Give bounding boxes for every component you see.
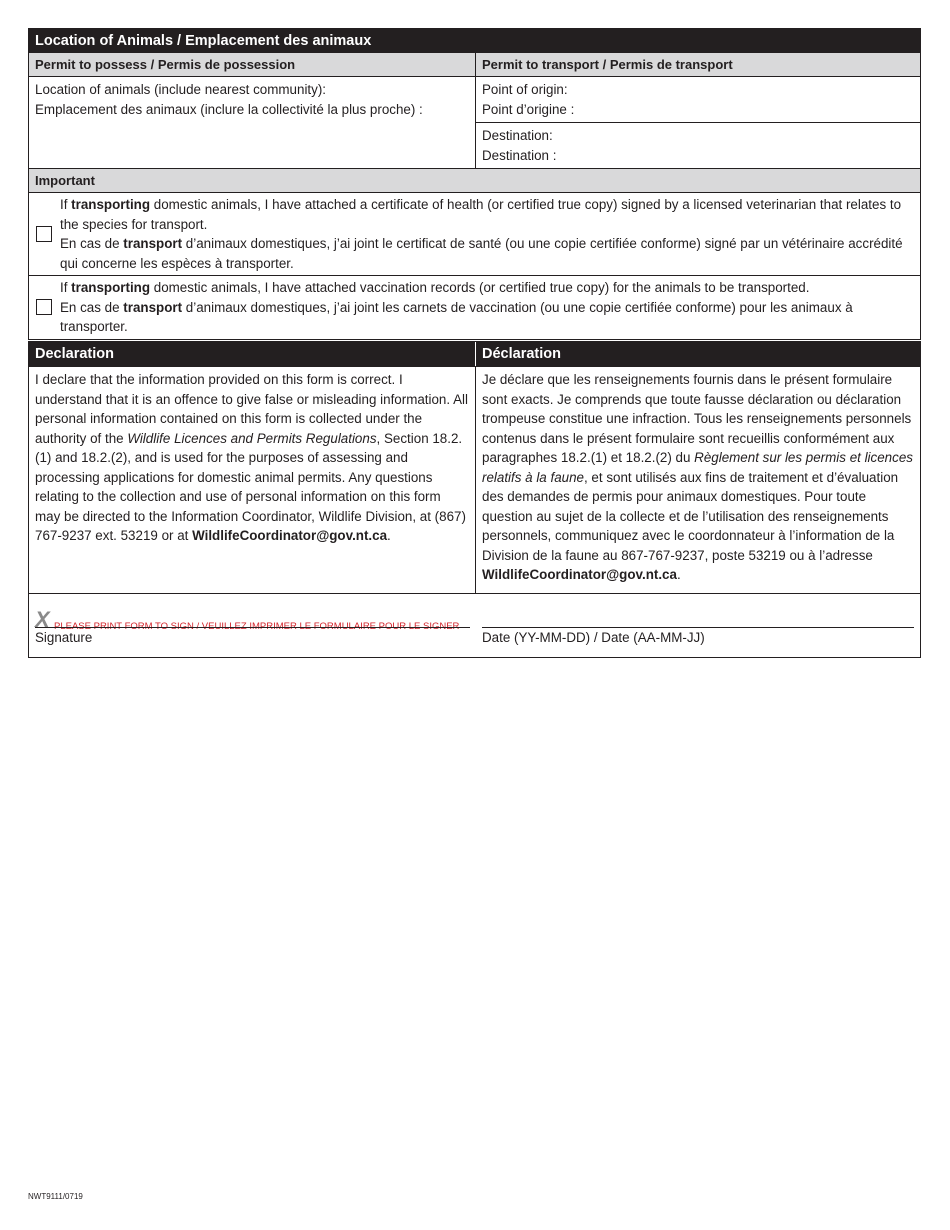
destination-field[interactable] xyxy=(476,123,920,168)
declaration-text-en: I declare that the information provided on this form is correct. I understand that it is an offence to give false or misleading information. All personal information contained on this form is collected under the authority of the Wildlife Licences and Permits Regulations, Section 18.2.(1) and 18.2.(2), and is used for the purposes of assessing and processing applications for domestic animal permits. Any questions relating to the collection and use of personal information on this form may be directed to the Information Coordinator, Wildlife Division, at (867) 767-9237 ext. 53219 or at WildlifeCoordinator@gov.nt.ca. xyxy=(29,367,476,593)
vaccination-text-en: If transporting domestic animals, I have attached vaccination records (or certified true copy) for the animals to be transported. xyxy=(60,280,810,295)
signature-x-mark: X xyxy=(35,606,50,632)
important-header: Important xyxy=(29,169,920,192)
declaration-text-fr: Je déclare que les renseignements fournis dans le présent formulaire sont exacts. Je comprends que toute fausse déclaration ou déclaration trompeuse constitue une infraction. Tous les renseignements personnels contenus dans le présent formulaire sont recueillis conformément aux paragraphes 18.2.(1) et 18.2.(2) du Règlement sur les permis et licences relatifs à la faune, et sont utilisés aux fins de traitement et d’évaluation des demandes de permis pour animaux domestiques. Pour toute question au sujet de la collecte et de l’utilisation des renseignements personnels, communiquez avec le coordonnateur à l’information de la Division de la faune au 867-767-9237, poste 53219 ou à l’adresse WildlifeCoordinator@gov.nt.ca. xyxy=(482,372,913,582)
declaration-section xyxy=(28,341,921,658)
location-label-fr: Emplacement des animaux (inclure la collectivité la plus proche) : xyxy=(35,101,423,117)
vaccination-checkbox[interactable] xyxy=(36,299,52,315)
declaration-email-fr: WildlifeCoordinator@gov.nt.ca xyxy=(482,567,677,582)
vaccination-item xyxy=(29,275,920,339)
origin-label-fr: Point d’origine : xyxy=(482,101,575,117)
origin-label-en: Point of origin: xyxy=(482,82,568,97)
location-section xyxy=(28,28,921,340)
destination-label-fr: Destination : xyxy=(482,147,557,163)
declaration-email-en: WildlifeCoordinator@gov.nt.ca xyxy=(192,528,388,543)
health-text-fr: En cas de transport d’animaux domestiques, j’ai joint le certificat de santé (ou une copie certifiée conforme) signé par un vétérinaire accrédité qui concerne les espèces à transporter. xyxy=(60,236,903,271)
transport-header: Permit to transport / Permis de transport xyxy=(476,53,920,76)
signature-field[interactable] xyxy=(29,594,476,657)
location-title: Location of Animals / Emplacement des animaux xyxy=(29,29,920,53)
location-label-en: Location of animals (include nearest community): xyxy=(35,82,327,97)
possess-header: Permit to possess / Permis de possession xyxy=(29,53,476,76)
health-text-en: If transporting domestic animals, I have attached a certificate of health (or certified true copy) signed by a licensed veterinarian that relates to the species for transport. xyxy=(60,197,902,232)
signature-label: Signature xyxy=(35,629,93,645)
date-label: Date (YY-MM-DD) / Date (AA-MM-JJ) xyxy=(482,629,705,645)
print-to-sign-note: PLEASE PRINT FORM TO SIGN / VEUILLEZ IMPRIMER LE FORMULAIRE POUR LE SIGNER xyxy=(54,620,460,632)
declaration-title-fr: Déclaration xyxy=(476,342,920,366)
origin-field[interactable] xyxy=(476,77,920,123)
health-certificate-checkbox[interactable] xyxy=(36,226,52,242)
health-certificate-item xyxy=(29,192,920,275)
signature-line xyxy=(35,627,470,628)
destination-label-en: Destination: xyxy=(482,128,553,143)
form-code: NWT9111/0719 xyxy=(28,1192,83,1201)
vaccination-text-fr: En cas de transport d’animaux domestiques, j’ai joint les carnets de vaccination (ou une copie certifiée conforme) pour les animaux à transporter. xyxy=(60,299,853,334)
declaration-title-en: Declaration xyxy=(29,342,476,366)
location-field[interactable] xyxy=(29,77,476,168)
date-field[interactable] xyxy=(476,594,920,657)
